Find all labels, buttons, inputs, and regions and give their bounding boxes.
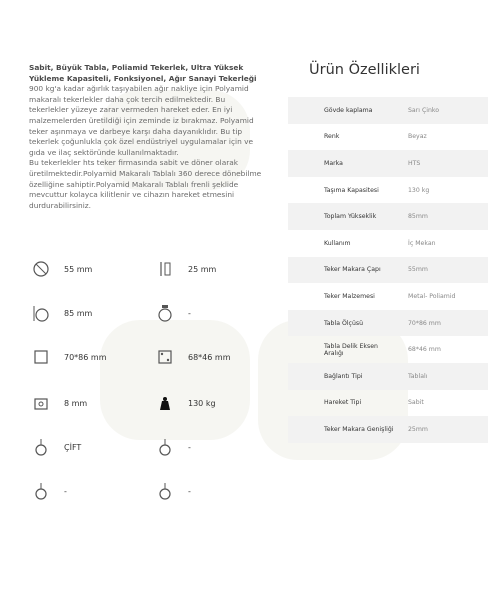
table-row: Gövde kaplama Sarı Çinko [288,97,488,124]
spec-item: 55 mm [30,258,92,280]
spec-item: - [30,480,67,502]
spec-item: 8 mm [30,392,87,414]
weight-icon [154,392,176,414]
table-row: Teker Makara Çapı 55mm [288,257,488,284]
spec-item: 130 kg [154,392,216,414]
table-row: Marka HTS [288,150,488,177]
spec-item: 70*86 mm [30,346,107,368]
table-row: Kullanım İç Mekan [324,239,436,247]
table-row: Tabla Delik Eksen Aralığı 68*46 mm [324,342,441,357]
lock-icon [154,480,176,502]
height-icon [154,258,176,280]
diameter-icon [30,258,52,280]
description-body: Bu tekerlekler hts teker firmasında sabit ve döner olarak üretilmektedir.Polyamid Makaralı Tablalı 360 derece dönebilme özelliğine sahiptir.Polyamid Makaralı Tablalı frenli şeklide mevcuttur kolayca kilitlenir ve cihazın hareket etmesini durdurabilirsiniz. [29,158,262,210]
spec-item: 68*46 mm [154,346,231,368]
bolt-hole-icon [30,392,52,414]
table-row: Taşıma Kapasitesi 130 kg [324,186,430,194]
table-row: Teker Makara Genişliği 25mm [288,416,488,443]
table-row: Renk Beyaz [324,133,427,141]
plate-size-icon [30,346,52,368]
spec-item: 85 mm [30,302,92,324]
spec-table [288,97,488,443]
table-row: Toplam Yükseklik 85mm [288,203,488,230]
hole-spacing-icon [154,346,176,368]
spec-item: 25 mm [154,258,216,280]
page-title: Ürün Özellikleri [309,62,420,78]
background-watermark [100,320,250,440]
bearing-icon [30,480,52,502]
table-row: Hareket Tipi Sabit [324,399,424,407]
brake-wheel-icon [154,302,176,324]
spec-item: - [154,436,191,458]
spec-item: ÇİFT [30,436,81,458]
table-row: Teker Malzemesi Metal- Poliamid [324,292,456,300]
spec-item: - [154,480,191,502]
description-body: 900 kg'a kadar ağırlık taşıyabilen ağır nakliye için Polyamid makaralı tekerlekler daha çok tercih edilmektedir. Bu tekerlekler yüzeye zarar vermeden hareket eder. En iyi malzemelerden üretildiği için zeminde iz bırakmaz. Polyamid teker aşınmaya ve darbeye karşı daha dayanıklıdır. Bu tip tekerlek çoğunlukla çok özel endüstriyel uygulamalar için ve gıda ve ilaç sektöründe kullanılmaktadır. [29,84,254,157]
spec-item: - [154,302,191,324]
double-ball-icon [30,436,52,458]
table-row: Bağlantı Tipi Tablalı [288,363,488,390]
table-row: Tabla Ölçüsü 70*86 mm [288,310,488,337]
description-heading: Sabit, Büyük Tabla, Poliamid Tekerlek, Ultra Yüksek Yükleme Kapasiteli, Fonksiyonel, Ağır Sanayi Tekerleği [29,63,257,83]
wheel-height-icon [30,302,52,324]
product-description [29,63,265,211]
swivel-icon [154,436,176,458]
